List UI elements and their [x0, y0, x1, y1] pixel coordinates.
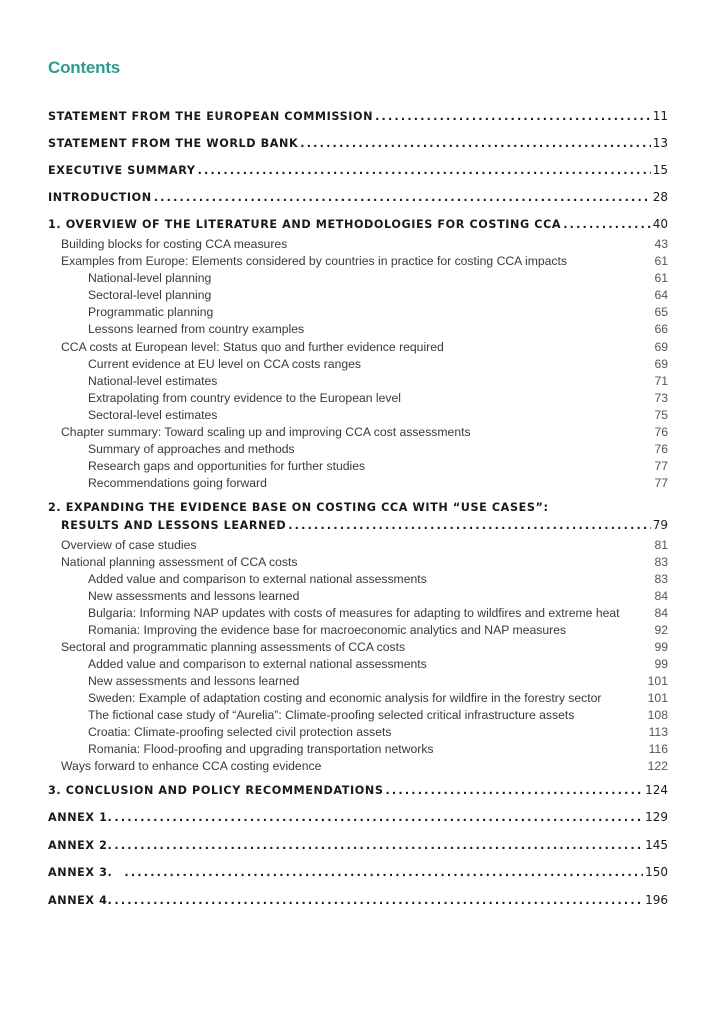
toc-entry-annex-2[interactable]: [48, 838, 668, 852]
toc-subentry[interactable]: [88, 606, 668, 620]
dot-leader: [124, 866, 643, 879]
toc-entry-label: ANNEX 1.: [48, 811, 113, 824]
toc-subentry-page: 66: [654, 322, 668, 336]
toc-entry-chapter-1[interactable]: [48, 217, 668, 231]
toc-subentry-label: Programmatic planning: [88, 305, 214, 319]
toc-subentry-page: 83: [654, 555, 668, 569]
dot-leader: [375, 110, 651, 123]
toc-entry-label: STATEMENT FROM THE WORLD BANK: [48, 137, 299, 150]
toc-subentry-page: 61: [654, 271, 668, 285]
toc-subentry-page: 69: [654, 340, 668, 354]
toc-subentry-page: 69: [654, 357, 668, 371]
toc-subentry[interactable]: [88, 742, 668, 756]
toc-subentry-label: Sweden: Example of adaptation costing and economic analysis for wildfire in the forestry sector: [88, 691, 602, 705]
dot-leader: [114, 839, 643, 852]
toc-subentry-label: Overview of case studies: [61, 538, 197, 552]
page-title: Contents: [48, 58, 121, 77]
toc-subentry[interactable]: [88, 674, 668, 688]
toc-entry-statement-european-commission[interactable]: [48, 109, 668, 123]
toc-entry-statement-world-bank[interactable]: [48, 136, 668, 150]
toc-subentry-page: 76: [654, 442, 668, 456]
toc-subentry-label: New assessments and lessons learned: [88, 589, 300, 603]
toc-subentry-label: Romania: Improving the evidence base for macroeconomic analytics and NAP measures: [88, 623, 567, 637]
toc-entry-page: 145: [645, 838, 668, 852]
toc-subentry-page: 99: [654, 640, 668, 654]
toc-subentry[interactable]: [88, 589, 668, 603]
toc-subentry-label: Romania: Flood-proofing and upgrading transportation networks: [88, 742, 434, 756]
toc-subentry-page: 64: [654, 288, 668, 302]
toc-subentry-page: 76: [654, 425, 668, 439]
toc-entry-label: 3. CONCLUSION AND POLICY RECOMMENDATIONS: [48, 784, 384, 797]
toc-subentry-page: 84: [654, 606, 668, 620]
toc-subentry-page: 65: [654, 305, 668, 319]
toc-entry-executive-summary[interactable]: [48, 163, 668, 177]
toc-subentry-label: National planning assessment of CCA costs: [61, 555, 298, 569]
toc-subentry[interactable]: [61, 254, 668, 268]
toc-subentry[interactable]: [61, 759, 668, 773]
toc-subentry[interactable]: [88, 391, 668, 405]
toc-subentry-label: Chapter summary: Toward scaling up and improving CCA cost assessments: [61, 425, 471, 439]
toc-entry-chapter-3[interactable]: [48, 783, 668, 797]
toc-entry-chapter-2[interactable]: [61, 518, 668, 532]
dot-leader: [385, 784, 643, 797]
toc-entry-page: 79: [652, 518, 668, 532]
toc-entry-introduction[interactable]: [48, 190, 668, 204]
toc-subentry[interactable]: [61, 538, 668, 552]
dot-leader: [288, 519, 651, 532]
toc-subentry[interactable]: [88, 305, 668, 319]
toc-subentry[interactable]: [61, 640, 668, 654]
toc-subentry[interactable]: [61, 340, 668, 354]
toc-subentry-label: Recommendations going forward: [88, 476, 267, 490]
toc-subentry-page: 77: [654, 459, 668, 473]
toc-entry-page: 150: [645, 865, 668, 879]
toc-entry-annex-3[interactable]: [48, 865, 668, 879]
toc-subentry[interactable]: [88, 657, 668, 671]
dot-leader: [300, 137, 650, 150]
toc-subentry-label: Sectoral-level estimates: [88, 408, 218, 422]
toc-subentry[interactable]: [88, 322, 668, 336]
toc-subentry-label: Lessons learned from country examples: [88, 322, 305, 336]
toc-entry-label: EXECUTIVE SUMMARY: [48, 164, 196, 177]
toc-subentry-label: Croatia: Climate-proofing selected civil protection assets: [88, 725, 392, 739]
toc-subentry[interactable]: [61, 237, 668, 251]
toc-entry-page: 13: [652, 136, 668, 150]
toc-subentry[interactable]: [88, 708, 668, 722]
toc-entry-page: 15: [652, 163, 668, 177]
toc-subentry-label: Research gaps and opportunities for further studies: [88, 459, 366, 473]
toc-subentry-page: 84: [654, 589, 668, 603]
toc-subentry-label: National-level planning: [88, 271, 212, 285]
toc-entry-page: 129: [645, 810, 668, 824]
toc-subentry[interactable]: [88, 288, 668, 302]
toc-subentry-label: Sectoral and programmatic planning assessments of CCA costs: [61, 640, 406, 654]
dot-leader: [114, 894, 643, 907]
toc-subentry-label: National-level estimates: [88, 374, 218, 388]
toc-entry-page: 11: [652, 109, 668, 123]
toc-subentry[interactable]: [88, 725, 668, 739]
toc-entry-page: 196: [645, 893, 668, 907]
toc-subentry-page: 122: [647, 759, 668, 773]
toc-subentry[interactable]: [61, 425, 668, 439]
toc-entry-annex-4[interactable]: [48, 893, 668, 907]
toc-subentry[interactable]: [88, 476, 668, 490]
toc-subentry-label: Added value and comparison to external national assessments: [88, 657, 427, 671]
toc-subentry-page: 92: [654, 623, 668, 637]
toc-subentry-page: 43: [654, 237, 668, 251]
toc-subentry[interactable]: [88, 374, 668, 388]
toc-subentry-page: 113: [648, 725, 668, 739]
toc-subentry[interactable]: [88, 691, 668, 705]
toc-subentry-label: Extrapolating from country evidence to the European level: [88, 391, 401, 405]
dot-leader: [198, 164, 651, 177]
toc-entry-chapter-2-line1[interactable]: 2. EXPANDING THE EVIDENCE BASE ON COSTING CCA WITH “USE CASES”:: [48, 501, 549, 514]
toc-subentry-label: Added value and comparison to external national assessments: [88, 572, 427, 586]
dot-leader: [154, 191, 651, 204]
toc-entry-page: 28: [652, 190, 668, 204]
toc-subentry-page: 71: [654, 374, 668, 388]
toc-entry-label: RESULTS AND LESSONS LEARNED: [61, 519, 287, 532]
toc-subentry[interactable]: [88, 459, 668, 473]
toc-subentry[interactable]: [88, 271, 668, 285]
toc-subentry-page: 81: [654, 538, 668, 552]
dot-leader: [563, 218, 651, 231]
toc-subentry-label: Examples from Europe: Elements considered by countries in practice for costing CCA impacts: [61, 254, 568, 268]
toc-subentry-label: New assessments and lessons learned: [88, 674, 300, 688]
toc-subentry-label: Bulgaria: Informing NAP updates with costs of measures for adapting to wildfires and extreme heat: [88, 606, 620, 620]
toc-subentry[interactable]: [88, 408, 668, 422]
toc-subentry-label: Summary of approaches and methods: [88, 442, 295, 456]
toc-subentry-page: 116: [648, 742, 668, 756]
toc-entry-label: ANNEX 2.: [48, 839, 113, 852]
toc-subentry[interactable]: [61, 555, 668, 569]
toc-entry-label: 1. OVERVIEW OF THE LITERATURE AND METHODOLOGIES FOR COSTING CCA: [48, 218, 562, 231]
toc-entry-label: ANNEX 3.: [48, 866, 113, 879]
toc-entry-label: ANNEX 4.: [48, 894, 113, 907]
toc-subentry-page: 83: [654, 572, 668, 586]
toc-subentry[interactable]: [88, 572, 668, 586]
toc-subentry-page: 75: [654, 408, 668, 422]
toc-subentry-page: 77: [654, 476, 668, 490]
toc-entry-page: 40: [652, 217, 668, 231]
toc-entry-label: INTRODUCTION: [48, 191, 152, 204]
toc-subentry[interactable]: [88, 357, 668, 371]
toc-subentry[interactable]: [88, 623, 668, 637]
toc-subentry-page: 108: [647, 708, 668, 722]
toc-subentry[interactable]: [88, 442, 668, 456]
toc-subentry-page: 73: [654, 391, 668, 405]
toc-subentry-page: 61: [654, 254, 668, 268]
toc-subentry-label: Current evidence at EU level on CCA costs ranges: [88, 357, 361, 371]
toc-subentry-label: Building blocks for costing CCA measures: [61, 237, 288, 251]
toc-subentry-label: CCA costs at European level: Status quo and further evidence required: [61, 340, 444, 354]
toc-subentry-label: Ways forward to enhance CCA costing evidence: [61, 759, 322, 773]
toc-subentry-label: Sectoral-level planning: [88, 288, 212, 302]
toc-subentry-page: 101: [647, 691, 668, 705]
toc-subentry-label: The fictional case study of “Aurelia”: Climate-proofing selected critical infrastructure assets: [88, 708, 575, 722]
toc-entry-annex-1[interactable]: [48, 810, 668, 824]
toc-subentry-page: 99: [654, 657, 668, 671]
toc-subentry-page: 101: [647, 674, 668, 688]
dot-leader: [114, 811, 643, 824]
toc-entry-label: STATEMENT FROM THE EUROPEAN COMMISSION: [48, 110, 374, 123]
toc-entry-page: 124: [645, 783, 668, 797]
